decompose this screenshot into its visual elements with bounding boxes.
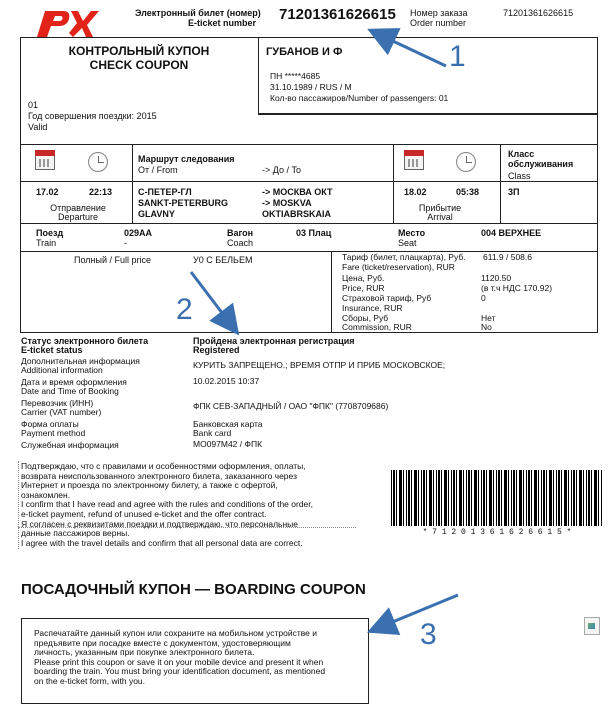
info-value: КУРИТЬ ЗАПРЕЩЕНО.; ВРЕМЯ ОТПР И ПРИБ МОСКОВСКОЕ;: [193, 360, 446, 370]
to-station-en: -> MOSKVA: [262, 198, 312, 208]
class-value: 3П: [508, 187, 520, 197]
train-number: 029АА: [124, 228, 153, 238]
boarding-line: boarding the train. You must bring your identification document, as mentioned: [34, 666, 326, 677]
seat-value: 004 ВЕРХНЕЕ: [481, 228, 542, 238]
booking-date-label-ru: Дата и время оформления: [21, 377, 127, 387]
tariff-label-ru: Тариф (билет, плацкарта), Руб.: [342, 252, 466, 262]
passenger-count: Кол-во пассажиров/Number of passengers: 01: [270, 93, 449, 103]
trip-year: Год совершения поездки: 2015: [28, 111, 157, 121]
route-from-label: От / From: [138, 165, 178, 175]
arrow-3: [378, 595, 458, 628]
service-type: У0 С БЕЛЬЕМ: [193, 255, 253, 265]
arrival-time: 05:38: [456, 187, 480, 197]
annotation-number-1: 1: [449, 40, 466, 73]
boarding-line: Please print this coupon or save it on your mobile device and present it when: [34, 656, 324, 667]
arrow-1: [378, 34, 446, 66]
consent-line: e-ticket payment, refund of unused e-ticket and the offer contract.: [21, 508, 267, 519]
seat-label-en: Seat: [398, 238, 417, 248]
info-label-en: Additional information: [21, 365, 103, 375]
consent-line: Подтверждаю, что с правилами и особенностями оформления, оплаты,: [21, 461, 306, 471]
booking-date-label-en: Date and Time of Booking: [21, 386, 119, 396]
departure-time: 22:13: [89, 187, 113, 197]
valid-label: Valid: [28, 122, 48, 132]
price-label-en: Price, RUR: [342, 283, 385, 293]
boarding-coupon-title: ПОСАДОЧНЫЙ КУПОН — BOARDING COUPON: [21, 581, 366, 598]
price-value: 1120.50: [481, 273, 512, 283]
to-station-ru: -> МОСКВА ОКТ: [262, 187, 333, 197]
arrival-label-ru: Прибытие: [418, 203, 462, 213]
status-value-ru: Пройдена электронная регистрация: [193, 336, 355, 346]
departure-label-en: Departure: [57, 212, 99, 222]
boarding-line: on the e-ticket form, with you.: [34, 675, 146, 686]
coach-value: 03 Плац: [296, 228, 332, 238]
payment-label-en: Payment method: [21, 428, 86, 438]
boarding-line: Распечатайте данный купон или сохраните на мобильном устройстве и: [34, 628, 317, 638]
check-coupon-title-en: CHECK COUPON: [89, 58, 189, 72]
consent-line: Я согласен с реквизитами поездки и подтверждаю, что персональные: [21, 518, 298, 529]
class-label-ru: Класс обслуживания: [508, 149, 574, 169]
coach-label-ru: Вагон: [227, 228, 254, 238]
consent-line: данные пассажиров верны.: [21, 528, 130, 539]
departure-label-ru: Отправление: [50, 203, 106, 213]
arrival-label-en: Arrival: [427, 212, 453, 222]
fees-value-en: No: [481, 322, 492, 332]
booking-date-value: 10.02.2015 10:37: [193, 376, 260, 386]
order-number-label-ru: Номер заказа: [410, 8, 468, 18]
status-label-en: E-ticket status: [21, 345, 83, 355]
boarding-line: предъявите при посадке вместе с документом, удостоверяющим: [34, 637, 291, 648]
order-number: 71201361626615: [503, 8, 574, 18]
train-number-dash: -: [124, 238, 127, 248]
to-station-en-2: OKTIABRSKAIA: [262, 209, 331, 219]
price-label-ru: Цена, Руб.: [342, 273, 385, 283]
tariff-label-en: Fare (ticket/reservation), RUR: [342, 262, 455, 272]
price-type: Полный / Full price: [74, 255, 152, 265]
from-station-en-2: GLAVNY: [138, 209, 175, 219]
tariff-value: 611.9 / 508.6: [483, 252, 532, 262]
passenger-birth: 31.10.1989 / RUS / M: [270, 82, 352, 92]
consent-line: ознакомлен.: [21, 489, 71, 500]
service-info-label: Служебная информация: [21, 440, 119, 450]
carrier-label-ru: Перевозчик (ИНН): [21, 398, 94, 408]
carrier-label-en: Carrier (VAT number): [21, 407, 102, 417]
insurance-label-en: Insurance, RUR: [342, 303, 403, 313]
order-number-label-en: Order number: [410, 18, 467, 28]
arrow-2: [191, 272, 232, 326]
train-label-en: Train: [36, 238, 57, 248]
check-coupon-title-ru: КОНТРОЛЬНЫЙ КУПОН: [68, 44, 210, 58]
payment-label-ru: Форма оплаты: [21, 419, 79, 429]
insurance-label-ru: Страховой тариф, Руб: [342, 293, 432, 303]
info-label-ru: Дополнительная информация: [21, 356, 140, 366]
departure-date: 17.02: [36, 187, 59, 197]
consent-line: I agree with the travel details and confirm that all personal data are correct.: [21, 537, 303, 548]
service-info-value: МО097М42 / ФПК: [193, 439, 263, 449]
ticket-number-label-en: E-ticket number: [188, 18, 257, 28]
boarding-line: личность, указанным при покупке электронного билета.: [34, 647, 255, 658]
carrier-value: ФПК СЕВ-ЗАПАДНЫЙ / ОАО "ФПК" (7708709686): [193, 401, 389, 411]
ticket-number: 71201361626615: [279, 6, 396, 23]
vat-value: (в т.ч НДС 170.92): [481, 283, 553, 293]
route-to-label: -> До / To: [262, 165, 301, 175]
from-station-ru: С-ПЕТЕР-ГЛ: [138, 187, 192, 197]
ticket-number-label-ru: Электронный билет (номер): [135, 8, 261, 18]
payment-value-ru: Банковская карта: [193, 419, 263, 429]
consent-line: Интернет и проезда по электронному билету, а также с офертой,: [21, 480, 278, 491]
barcode-text: * 7 1 2 0 1 3 6 1 6 2 6 6 1 5 *: [422, 528, 572, 537]
coach-label-en: Coach: [227, 238, 254, 248]
class-label-en: Class: [508, 171, 531, 181]
passenger-name: ГУБАНОВ И Ф: [266, 46, 343, 58]
payment-value-en: Bank card: [193, 428, 232, 438]
consent-line: возврата неиспользованного электронного билета, заказанного через: [21, 470, 297, 481]
consent-line: I confirm that I have read and agree with the rules and conditions of the order,: [21, 499, 314, 510]
from-station-en: SANKT-PETERBURG: [138, 198, 229, 208]
fees-label-en: Commission, RUR: [342, 322, 412, 332]
status-value-en: Registered: [193, 345, 240, 355]
arrival-date: 18.02: [404, 187, 427, 197]
fees-value: Нет: [481, 313, 496, 323]
fees-label-ru: Сборы, Руб: [342, 313, 389, 323]
insurance-value: 0: [481, 293, 486, 303]
annotation-number-3: 3: [420, 618, 437, 651]
train-label-ru: Поезд: [36, 228, 64, 238]
coupon-number: 01: [28, 100, 39, 110]
route-heading: Маршрут следования: [138, 154, 235, 164]
status-label-ru: Статус электронного билета: [21, 336, 149, 346]
seat-label-ru: Место: [398, 228, 426, 238]
annotation-number-2: 2: [176, 293, 193, 326]
passenger-document: ПН *****4685: [270, 71, 321, 81]
